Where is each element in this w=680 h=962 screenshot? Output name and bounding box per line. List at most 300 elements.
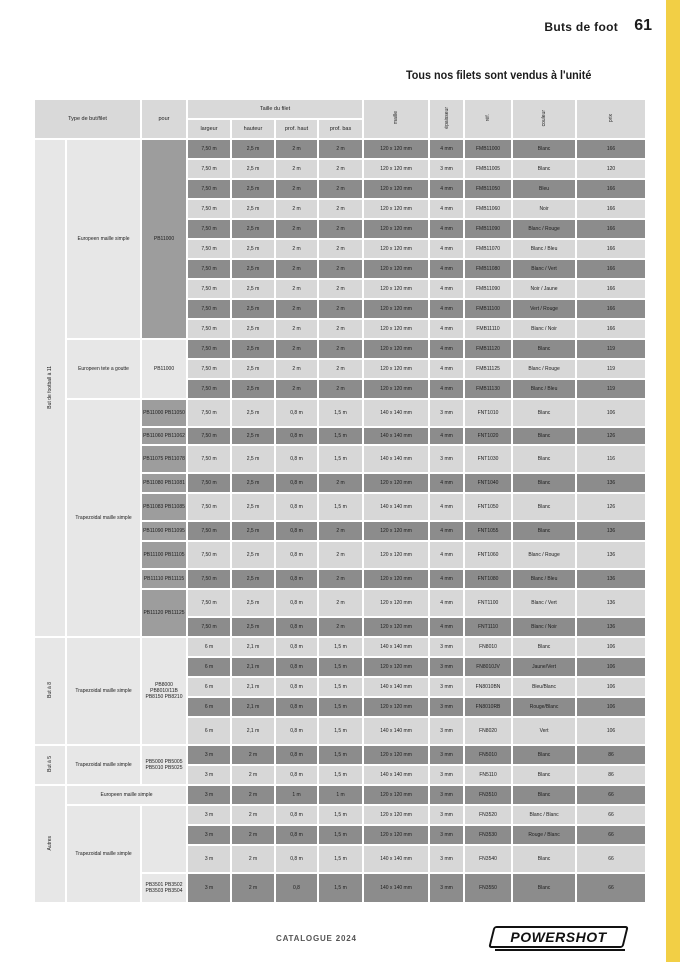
cell-couleur: Blanc (512, 873, 576, 903)
cell-maille: 120 x 120 mm (363, 339, 429, 359)
category-label: But de football à 11 (47, 365, 53, 409)
cell-hauteur: 2,5 m (231, 279, 275, 299)
cell-prof-haut: 2 m (275, 239, 318, 259)
pour-cell: PB11075 PB11078 (141, 445, 187, 473)
brand-logo-text: POWERSHOT (510, 929, 607, 945)
cell-prix: 166 (576, 219, 646, 239)
cell-couleur: Blanc / Bleu (512, 239, 576, 259)
cell-maille: 120 x 120 mm (363, 617, 429, 637)
cell-hauteur: 2,1 m (231, 717, 275, 745)
cell-prof-haut: 2 m (275, 359, 318, 379)
cell-ref: FMB11060 (464, 199, 512, 219)
header-prix: prix (576, 99, 646, 139)
pour-cell: PB11000 (141, 339, 187, 399)
cell-prix: 166 (576, 319, 646, 339)
cell-prof-bas: 2 m (318, 521, 363, 541)
cell-ref: FMB11125 (464, 359, 512, 379)
cell-prof-haut: 1 m (275, 785, 318, 805)
cell-prof-bas: 2 m (318, 541, 363, 569)
pour-cell: PB8000 PB8010/11B PB8150 PB8210 (141, 637, 187, 745)
cell-epaisseur: 4 mm (429, 521, 464, 541)
cell-epaisseur: 3 mm (429, 637, 464, 657)
pour-cell: PB11083 PB11085 (141, 493, 187, 521)
cell-maille: 120 x 120 mm (363, 219, 429, 239)
subtype-cell: Trapezoidal maille simple (66, 399, 141, 637)
cell-largeur: 7,50 m (187, 569, 231, 589)
category-label: But à 8 (47, 682, 53, 698)
cell-maille: 120 x 120 mm (363, 239, 429, 259)
cell-prix: 136 (576, 541, 646, 569)
cell-epaisseur: 3 mm (429, 657, 464, 677)
cell-prof-bas: 1,5 m (318, 677, 363, 697)
table-row (34, 785, 646, 805)
cell-prof-haut: 0,8 m (275, 541, 318, 569)
cell-ref: FMB11050 (464, 179, 512, 199)
cell-prof-haut: 0,8 m (275, 637, 318, 657)
cell-prof-bas: 2 m (318, 259, 363, 279)
cell-prof-haut: 0,8 m (275, 427, 318, 445)
cell-prof-haut: 0,8 m (275, 493, 318, 521)
cell-couleur: Blanc (512, 159, 576, 179)
cell-largeur: 3 m (187, 873, 231, 903)
cell-ref: FN3540 (464, 845, 512, 873)
cell-ref: FMB11005 (464, 159, 512, 179)
subtype-cell: Europeen tete a goutte (66, 339, 141, 399)
cell-prix: 126 (576, 427, 646, 445)
cell-prof-haut: 0,8 m (275, 745, 318, 765)
cell-hauteur: 2,5 m (231, 199, 275, 219)
cell-epaisseur: 3 mm (429, 873, 464, 903)
cell-prix: 166 (576, 239, 646, 259)
cell-hauteur: 2,5 m (231, 379, 275, 399)
cell-maille: 120 x 120 mm (363, 279, 429, 299)
cell-maille: 140 x 140 mm (363, 845, 429, 873)
cell-prof-bas: 1,5 m (318, 445, 363, 473)
cell-couleur: Blanc (512, 399, 576, 427)
cell-prof-bas: 2 m (318, 139, 363, 159)
pour-cell: PB11080 PB11081 (141, 473, 187, 493)
cell-epaisseur: 3 mm (429, 785, 464, 805)
catalogue-table (33, 98, 647, 904)
cell-largeur: 3 m (187, 745, 231, 765)
subtype-cell: Europeen maille simple (66, 139, 141, 339)
cell-epaisseur: 3 mm (429, 765, 464, 785)
cell-couleur: Blanc (512, 493, 576, 521)
cell-prix: 136 (576, 521, 646, 541)
cell-largeur: 7,50 m (187, 589, 231, 617)
cell-prof-bas: 1,5 m (318, 825, 363, 845)
cell-hauteur: 2,5 m (231, 339, 275, 359)
cell-prix: 106 (576, 697, 646, 717)
cell-prof-haut: 2 m (275, 339, 318, 359)
cell-prof-bas: 1,5 m (318, 845, 363, 873)
cell-prof-bas: 2 m (318, 179, 363, 199)
cell-prix: 106 (576, 657, 646, 677)
footer-catalogue: CATALOGUE 2024 (276, 934, 357, 943)
table-row (34, 339, 646, 359)
cell-epaisseur: 4 mm (429, 199, 464, 219)
cell-prof-bas: 2 m (318, 589, 363, 617)
cell-largeur: 7,50 m (187, 319, 231, 339)
table-row (34, 637, 646, 657)
cell-maille: 140 x 140 mm (363, 493, 429, 521)
cell-ref: FNT1100 (464, 589, 512, 617)
cell-maille: 140 x 140 mm (363, 399, 429, 427)
cell-largeur: 7,50 m (187, 259, 231, 279)
cell-maille: 120 x 120 mm (363, 825, 429, 845)
cell-hauteur: 2 m (231, 845, 275, 873)
cell-maille: 120 x 120 mm (363, 159, 429, 179)
cell-maille: 120 x 120 mm (363, 299, 429, 319)
header-hauteur: hauteur (231, 119, 275, 139)
cell-hauteur: 2,5 m (231, 259, 275, 279)
cell-epaisseur: 3 mm (429, 399, 464, 427)
cell-ref: FMB11120 (464, 339, 512, 359)
cell-prof-haut: 2 m (275, 319, 318, 339)
header-pour: pour (141, 99, 187, 139)
cell-largeur: 7,50 m (187, 399, 231, 427)
cell-prix: 106 (576, 637, 646, 657)
cell-maille: 120 x 120 mm (363, 589, 429, 617)
header-taille: Taille du filet (187, 99, 363, 119)
pour-cell: PB11000 (141, 139, 187, 339)
header-type: Type de but/filet (34, 99, 141, 139)
cell-prof-haut: 0,8 m (275, 657, 318, 677)
cell-largeur: 6 m (187, 637, 231, 657)
cell-prix: 66 (576, 825, 646, 845)
cell-largeur: 7,50 m (187, 473, 231, 493)
cell-epaisseur: 3 mm (429, 717, 464, 745)
cell-prof-haut: 0,8 m (275, 445, 318, 473)
cell-couleur: Blanc / Rouge (512, 359, 576, 379)
cell-maille: 120 x 120 mm (363, 319, 429, 339)
cell-ref: FMB11130 (464, 379, 512, 399)
cell-ref: FNT1030 (464, 445, 512, 473)
section-header: Buts de foot (544, 20, 618, 34)
page-subtitle: Tous nos filets sont vendus à l'unité (406, 68, 592, 82)
cell-ref: FN3550 (464, 873, 512, 903)
table-body (34, 139, 646, 903)
cell-prof-haut: 0,8 m (275, 717, 318, 745)
cell-maille: 140 x 140 mm (363, 677, 429, 697)
cell-hauteur: 2,5 m (231, 493, 275, 521)
cell-prof-haut: 0,8 (275, 873, 318, 903)
cell-largeur: 3 m (187, 765, 231, 785)
cell-ref: FNT1050 (464, 493, 512, 521)
cell-hauteur: 2,5 m (231, 179, 275, 199)
cell-couleur: Rouge/Blanc (512, 697, 576, 717)
cell-maille: 140 x 140 mm (363, 445, 429, 473)
cell-prix: 136 (576, 473, 646, 493)
cell-epaisseur: 4 mm (429, 339, 464, 359)
cell-largeur: 7,50 m (187, 359, 231, 379)
cell-ref: FMB11100 (464, 299, 512, 319)
cell-epaisseur: 4 mm (429, 569, 464, 589)
cell-largeur: 6 m (187, 677, 231, 697)
header-maille: maille (363, 99, 429, 139)
cell-maille: 120 x 120 mm (363, 697, 429, 717)
cell-epaisseur: 4 mm (429, 299, 464, 319)
cell-epaisseur: 3 mm (429, 805, 464, 825)
cell-prix: 136 (576, 617, 646, 637)
cell-ref: FMB11110 (464, 319, 512, 339)
cell-largeur: 6 m (187, 657, 231, 677)
cell-prof-haut: 0,8 m (275, 677, 318, 697)
cell-couleur: Jaune/Vert (512, 657, 576, 677)
cell-maille: 120 x 120 mm (363, 473, 429, 493)
cell-couleur: Blanc / Blanc (512, 805, 576, 825)
cell-maille: 120 x 120 mm (363, 179, 429, 199)
cell-hauteur: 2,5 m (231, 239, 275, 259)
cell-largeur: 6 m (187, 697, 231, 717)
cell-epaisseur: 3 mm (429, 159, 464, 179)
cell-maille: 140 x 140 mm (363, 765, 429, 785)
category-cell (34, 745, 66, 785)
cell-maille: 120 x 120 mm (363, 139, 429, 159)
cell-epaisseur: 3 mm (429, 677, 464, 697)
cell-prof-bas: 2 m (318, 279, 363, 299)
cell-prof-bas: 1,5 m (318, 697, 363, 717)
cell-prof-bas: 2 m (318, 199, 363, 219)
category-label: Autres (47, 835, 53, 851)
pour-cell: PB11120 PB11125 (141, 589, 187, 637)
cell-prof-bas: 2 m (318, 617, 363, 637)
cell-prof-haut: 0,8 m (275, 697, 318, 717)
cell-couleur: Blanc (512, 339, 576, 359)
cell-maille: 120 x 120 mm (363, 657, 429, 677)
cell-largeur: 7,50 m (187, 339, 231, 359)
cell-ref: FNT1055 (464, 521, 512, 541)
cell-prix: 119 (576, 339, 646, 359)
cell-couleur: Blanc (512, 745, 576, 765)
cell-epaisseur: 4 mm (429, 379, 464, 399)
header-row-1 (34, 99, 646, 119)
cell-prof-haut: 2 m (275, 159, 318, 179)
cell-couleur: Vert (512, 717, 576, 745)
cell-prof-bas: 1,5 m (318, 765, 363, 785)
cell-maille: 120 x 120 mm (363, 805, 429, 825)
cell-prof-haut: 0,8 m (275, 825, 318, 845)
cell-hauteur: 2 m (231, 805, 275, 825)
cell-hauteur: 2 m (231, 785, 275, 805)
category-cell (34, 637, 66, 745)
cell-prof-bas: 2 m (318, 339, 363, 359)
cell-prix: 119 (576, 359, 646, 379)
category-cell (34, 139, 66, 637)
cell-prof-haut: 0,8 m (275, 617, 318, 637)
cell-maille: 120 x 120 mm (363, 541, 429, 569)
cell-prix: 106 (576, 399, 646, 427)
cell-epaisseur: 3 mm (429, 845, 464, 873)
header-prof-haut: prof. haut (275, 119, 318, 139)
cell-prix: 116 (576, 445, 646, 473)
cell-couleur: Blanc (512, 427, 576, 445)
cell-prof-bas: 2 m (318, 473, 363, 493)
cell-prix: 119 (576, 379, 646, 399)
cell-prix: 166 (576, 259, 646, 279)
table-row (34, 745, 646, 765)
cell-epaisseur: 4 mm (429, 319, 464, 339)
cell-epaisseur: 3 mm (429, 825, 464, 845)
cell-prof-bas: 2 m (318, 569, 363, 589)
cell-hauteur: 2,1 m (231, 657, 275, 677)
cell-couleur: Noir / Jaune (512, 279, 576, 299)
cell-couleur: Noir (512, 199, 576, 219)
cell-ref: FMB11070 (464, 239, 512, 259)
cell-ref: FN3520 (464, 805, 512, 825)
cell-ref: FMB11000 (464, 139, 512, 159)
cell-ref: FN5110 (464, 765, 512, 785)
cell-prix: 136 (576, 569, 646, 589)
cell-hauteur: 2,1 m (231, 697, 275, 717)
cell-prix: 66 (576, 873, 646, 903)
cell-epaisseur: 4 mm (429, 589, 464, 617)
cell-prof-haut: 2 m (275, 179, 318, 199)
cell-largeur: 7,50 m (187, 541, 231, 569)
cell-largeur: 7,50 m (187, 279, 231, 299)
cell-prof-haut: 0,8 m (275, 473, 318, 493)
cell-hauteur: 2 m (231, 765, 275, 785)
cell-maille: 140 x 140 mm (363, 427, 429, 445)
page-number: 61 (634, 17, 652, 34)
category-label: But à 5 (47, 756, 53, 772)
subtype-cell: Trapezoidal maille simple (66, 805, 141, 903)
table-row (34, 139, 646, 159)
cell-ref: FNT1020 (464, 427, 512, 445)
cell-epaisseur: 4 mm (429, 219, 464, 239)
cell-ref: FN3530 (464, 825, 512, 845)
cell-prof-haut: 0,8 m (275, 569, 318, 589)
cell-largeur: 7,50 m (187, 139, 231, 159)
subtype-cell: Trapezoidal maille simple (66, 637, 141, 745)
cell-prix: 106 (576, 677, 646, 697)
pour-cell (141, 805, 187, 873)
cell-couleur: Blanc / Noir (512, 319, 576, 339)
cell-prix: 166 (576, 179, 646, 199)
cell-prof-bas: 2 m (318, 159, 363, 179)
cell-epaisseur: 4 mm (429, 259, 464, 279)
cell-maille: 140 x 140 mm (363, 717, 429, 745)
cell-epaisseur: 4 mm (429, 359, 464, 379)
cell-prof-bas: 1,5 m (318, 805, 363, 825)
cell-maille: 120 x 120 mm (363, 259, 429, 279)
cell-prof-bas: 1,5 m (318, 493, 363, 521)
cell-ref: FNT1040 (464, 473, 512, 493)
cell-couleur: Blanc / Noir (512, 617, 576, 637)
cell-hauteur: 2,5 m (231, 219, 275, 239)
cell-maille: 140 x 140 mm (363, 637, 429, 657)
subtype-cell: Trapezoidal maille simple (66, 745, 141, 785)
cell-couleur: Rouge / Blanc (512, 825, 576, 845)
cell-couleur: Blanc / Rouge (512, 219, 576, 239)
cell-ref: FNT1080 (464, 569, 512, 589)
cell-prof-bas: 1,5 m (318, 745, 363, 765)
cell-maille: 120 x 120 mm (363, 199, 429, 219)
cell-maille: 120 x 120 mm (363, 745, 429, 765)
logo-underline (495, 949, 625, 951)
cell-epaisseur: 4 mm (429, 179, 464, 199)
powershot-logo (488, 926, 628, 948)
cell-largeur: 7,50 m (187, 219, 231, 239)
cell-prix: 166 (576, 299, 646, 319)
cell-epaisseur: 4 mm (429, 617, 464, 637)
cell-prof-bas: 1,5 m (318, 399, 363, 427)
cell-hauteur: 2,1 m (231, 677, 275, 697)
cell-maille: 120 x 120 mm (363, 379, 429, 399)
cell-couleur: Bleu (512, 179, 576, 199)
cell-prof-bas: 1,5 m (318, 637, 363, 657)
category-cell (34, 785, 66, 903)
cell-prix: 86 (576, 745, 646, 765)
cell-largeur: 7,50 m (187, 179, 231, 199)
cell-prix: 66 (576, 805, 646, 825)
cell-prof-bas: 2 m (318, 239, 363, 259)
cell-prof-haut: 0,8 m (275, 399, 318, 427)
cell-prix: 166 (576, 139, 646, 159)
pour-cell: PB11100 PB11105 (141, 541, 187, 569)
cell-prof-haut: 2 m (275, 279, 318, 299)
cell-ref: FNT1010 (464, 399, 512, 427)
cell-maille: 120 x 120 mm (363, 569, 429, 589)
cell-couleur: Blanc / Vert (512, 589, 576, 617)
cell-largeur: 3 m (187, 845, 231, 873)
cell-maille: 120 x 120 mm (363, 359, 429, 379)
header-epaisseur: épaisseur (429, 99, 464, 139)
cell-epaisseur: 4 mm (429, 473, 464, 493)
cell-largeur: 7,50 m (187, 493, 231, 521)
cell-couleur: Vert / Rouge (512, 299, 576, 319)
cell-ref: FNT1110 (464, 617, 512, 637)
cell-hauteur: 2 m (231, 873, 275, 903)
cell-hauteur: 2,5 m (231, 399, 275, 427)
cell-prof-haut: 0,8 m (275, 765, 318, 785)
pour-cell: PB11000 PB11050 (141, 399, 187, 427)
cell-hauteur: 2,1 m (231, 637, 275, 657)
cell-largeur: 3 m (187, 805, 231, 825)
cell-prof-haut: 0,8 m (275, 805, 318, 825)
cell-couleur: Blanc / Rouge (512, 541, 576, 569)
cell-prof-bas: 1,5 m (318, 657, 363, 677)
yellow-side-strip (666, 0, 680, 962)
cell-ref: FNT1060 (464, 541, 512, 569)
cell-ref: FMB11090 (464, 279, 512, 299)
cell-prix: 66 (576, 845, 646, 873)
cell-ref: FN8010 (464, 637, 512, 657)
cell-epaisseur: 3 mm (429, 697, 464, 717)
cell-ref: FMB11080 (464, 259, 512, 279)
cell-prof-haut: 0,8 m (275, 845, 318, 873)
pour-cell: PB5000 PB5005 PB5010 PB5025 (141, 745, 187, 785)
cell-hauteur: 2,5 m (231, 569, 275, 589)
cell-hauteur: 2,5 m (231, 159, 275, 179)
pour-cell: PB11060 PB11062 (141, 427, 187, 445)
cell-prof-haut: 2 m (275, 219, 318, 239)
cell-couleur: Blanc (512, 845, 576, 873)
cell-hauteur: 2,5 m (231, 521, 275, 541)
cell-prof-haut: 2 m (275, 299, 318, 319)
cell-prof-bas: 2 m (318, 299, 363, 319)
cell-largeur: 7,50 m (187, 521, 231, 541)
cell-maille: 140 x 140 mm (363, 873, 429, 903)
cell-epaisseur: 4 mm (429, 541, 464, 569)
cell-prix: 136 (576, 589, 646, 617)
table-row (34, 399, 646, 427)
cell-largeur: 3 m (187, 825, 231, 845)
cell-largeur: 7,50 m (187, 427, 231, 445)
cell-couleur: Blanc / Bleu (512, 569, 576, 589)
cell-largeur: 7,50 m (187, 379, 231, 399)
pour-cell: PB11110 PB11115 (141, 569, 187, 589)
